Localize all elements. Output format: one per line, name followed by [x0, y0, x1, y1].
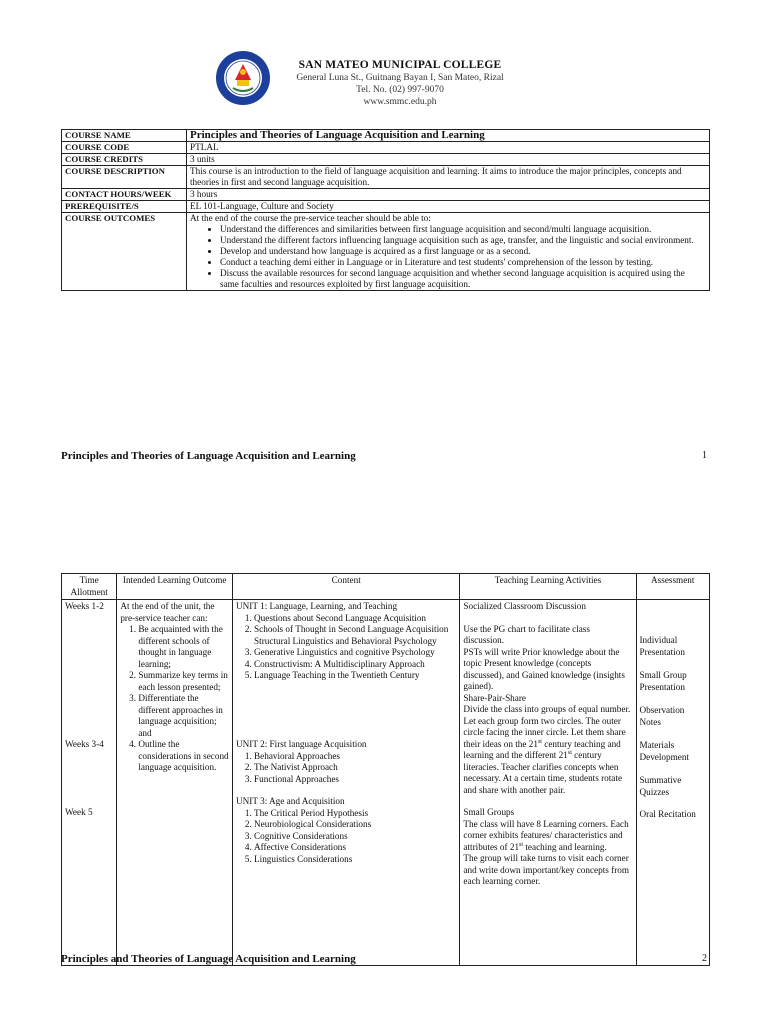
activity-text: PSTs will write Prior knowledge about the topic Present knowledge (concepts discussed), and Gained knowledge (insights gained). — [463, 646, 625, 691]
syllabus-table — [61, 573, 710, 966]
syllabus-header-row — [62, 574, 710, 600]
list-item: • Develop and understand how language is acquired as a first language or as a second. — [220, 246, 706, 257]
contact-hours-value: 3 hours — [187, 189, 710, 201]
course-code-label: COURSE CODE — [62, 142, 187, 154]
course-credits-row — [62, 154, 710, 166]
list-item: 4. Constructivism: A Multidisciplinary Approach — [254, 659, 456, 671]
outcome-list — [120, 624, 229, 774]
assessment-item: Small Group Presentation — [639, 670, 687, 692]
course-outcomes-label: COURSE OUTCOMES — [62, 213, 187, 291]
college-address: General Luna St., Guitnang Bayan I, San Mateo, Rizal — [296, 73, 504, 83]
outcome-intro: At the end of the unit, the pre-service teacher can: — [120, 601, 215, 623]
course-name-label: COURSE NAME — [62, 130, 187, 142]
assessment-item: Summative Quizzes — [639, 775, 682, 797]
contact-hours-label: CONTACT HOURS/WEEK — [62, 189, 187, 201]
unit-3-topics — [236, 808, 456, 866]
list-item: 3. Cognitive Considerations — [254, 831, 456, 843]
list-item: 1. Questions about Second Language Acquisition — [254, 613, 456, 625]
list-item: 1. The Critical Period Hypothesis — [254, 808, 456, 820]
college-telephone: Tel. No. (02) 997-9070 — [356, 85, 444, 95]
prerequisite-row — [62, 201, 710, 213]
list-item: • Discuss the available resources for second language acquisition and whether second language acquisition is acquired using the same faculties and resources exploited by first language acquisition. — [220, 268, 706, 290]
unit-3-title: UNIT 3: Age and Acquisition — [236, 796, 345, 806]
course-name-row — [62, 130, 710, 142]
assessment-cell — [636, 600, 710, 966]
content-cell — [233, 600, 460, 966]
activities-cell — [460, 600, 636, 966]
course-code-row — [62, 142, 710, 154]
list-item: 1. Behavioral Approaches — [254, 751, 456, 763]
activity-heading: Small Groups — [463, 807, 515, 817]
college-website: www.smmc.edu.ph — [363, 97, 437, 107]
activity-text: Divide the class into groups of equal number. Let each group form two circles. The outer circle facing the inner circle. Let them share their ideas on the 21st century teaching and learning and the different 21st century literacies. Teacher clarifies concepts when necessary. At a certain time, students rotate and share with another pair. — [463, 704, 631, 795]
list-item: 1. Be acquainted with the different schools of thought in language learning; — [138, 624, 229, 670]
page-1-footer-title: Principles and Theories of Language Acquisition and Learning — [61, 450, 356, 462]
list-item: 2. Summarize key terms in each lesson presented; — [138, 670, 229, 693]
list-item: 5. Language Teaching in the Twentieth Century — [254, 670, 456, 682]
assessment-item: Observation Notes — [639, 705, 685, 727]
course-outcomes-intro: At the end of the course the pre-service teacher should be able to: — [190, 213, 431, 223]
activity-text: The class will have 8 Learning corners. Each corner exhibits features/ characteristics and attributes of 21st teaching and learning. — [463, 818, 629, 852]
unit-3-block — [236, 796, 456, 865]
prerequisite-label: PREREQUISITE/S — [62, 201, 187, 213]
course-description-label: COURSE DESCRIPTION — [62, 166, 187, 189]
assessment-header: Assessment — [636, 574, 710, 600]
contact-hours-row — [62, 189, 710, 201]
course-code-value: PTLAL — [187, 142, 710, 154]
page-2-footer-title: Principles and Theories of Language Acquisition and Learning — [61, 953, 356, 965]
activities-header: Teaching Learning Activities — [460, 574, 636, 600]
college-name: SAN MATEO MUNICIPAL COLLEGE — [298, 59, 502, 71]
course-outcomes-row — [62, 213, 710, 291]
time-allotment-header: Time Allotment — [62, 574, 117, 600]
course-credits-label: COURSE CREDITS — [62, 154, 187, 166]
unit-2-title: UNIT 2: First language Acquisition — [236, 739, 367, 749]
list-item: • Understand the different factors influencing language acquisition such as age, transfer, and the linguistic and social environment. — [220, 235, 706, 246]
course-description-row — [62, 166, 710, 189]
unit-1-topics — [236, 613, 456, 682]
activity-heading: Share-Pair-Share — [463, 692, 526, 703]
assessment-item: Individual Presentation — [639, 635, 685, 657]
course-name-value: Principles and Theories of Language Acquisition and Learning — [187, 130, 710, 142]
course-info-table — [61, 129, 710, 291]
list-item: 3. Differentiate the different approaches in language acquisition; and — [138, 693, 229, 739]
course-outcomes-value — [187, 213, 710, 291]
syllabus-body-row — [62, 600, 710, 966]
unit-2-block — [236, 739, 456, 785]
week-label: Weeks 3-4 — [65, 739, 104, 749]
week-label: Week 5 — [65, 807, 93, 817]
course-credits-value: 3 units — [187, 154, 710, 166]
page-1 — [0, 0, 768, 500]
activity-text: The group will take turns to visit each corner and write down important/key concepts from each learning corner. — [463, 853, 630, 886]
list-item: 2. The Nativist Approach — [254, 762, 456, 774]
learning-outcome-header: Intended Learning Outcome — [117, 574, 233, 600]
content-header: Content — [233, 574, 460, 600]
list-item: 2. Schools of Thought in Second Language Acquisition Structural Linguistics and Behavioral Psychology — [254, 624, 456, 647]
time-allotment-cell — [62, 600, 117, 966]
unit-2-topics — [236, 751, 456, 786]
assessment-item: Oral Recitation — [639, 809, 696, 819]
week-label: Weeks 1-2 — [65, 601, 104, 611]
unit-1-title: UNIT 1: Language, Learning, and Teaching — [236, 601, 398, 611]
list-item: 5. Linguistics Considerations — [254, 854, 456, 866]
prerequisite-value: EL 101-Language, Culture and Society — [187, 201, 710, 213]
course-description-value: This course is an introduction to the field of language acquisition and learning. It aims to introduce the major principles, concepts and theories in first and second language acquisition. — [187, 166, 710, 189]
unit-1-block — [236, 601, 456, 682]
course-outcomes-list — [190, 224, 706, 290]
activity-text: Use the PG chart to facilitate class discussion. — [463, 623, 590, 645]
page-1-number: 1 — [702, 450, 707, 461]
activity-heading: Socialized Classroom Discussion — [463, 601, 586, 611]
list-item: 4. Affective Considerations — [254, 842, 456, 854]
list-item: • Conduct a teaching demi either in Language or in Literature and test students' comprehension of the lesson by testing. — [220, 257, 706, 268]
learning-outcome-cell — [117, 600, 233, 966]
list-item: 3. Generative Linguistics and cognitive Psychology — [254, 647, 456, 659]
page-2 — [0, 500, 768, 1024]
list-item: 3. Functional Approaches — [254, 774, 456, 786]
list-item: 4. Outline the considerations in second language acquisition. — [138, 739, 229, 774]
list-item: 2. Neurobiological Considerations — [254, 819, 456, 831]
page-2-number: 2 — [702, 953, 707, 964]
list-item: • Understand the differences and similarities between first language acquisition and second/multi language acquisition. — [220, 224, 706, 235]
assessment-item: Materials Development — [639, 740, 689, 762]
